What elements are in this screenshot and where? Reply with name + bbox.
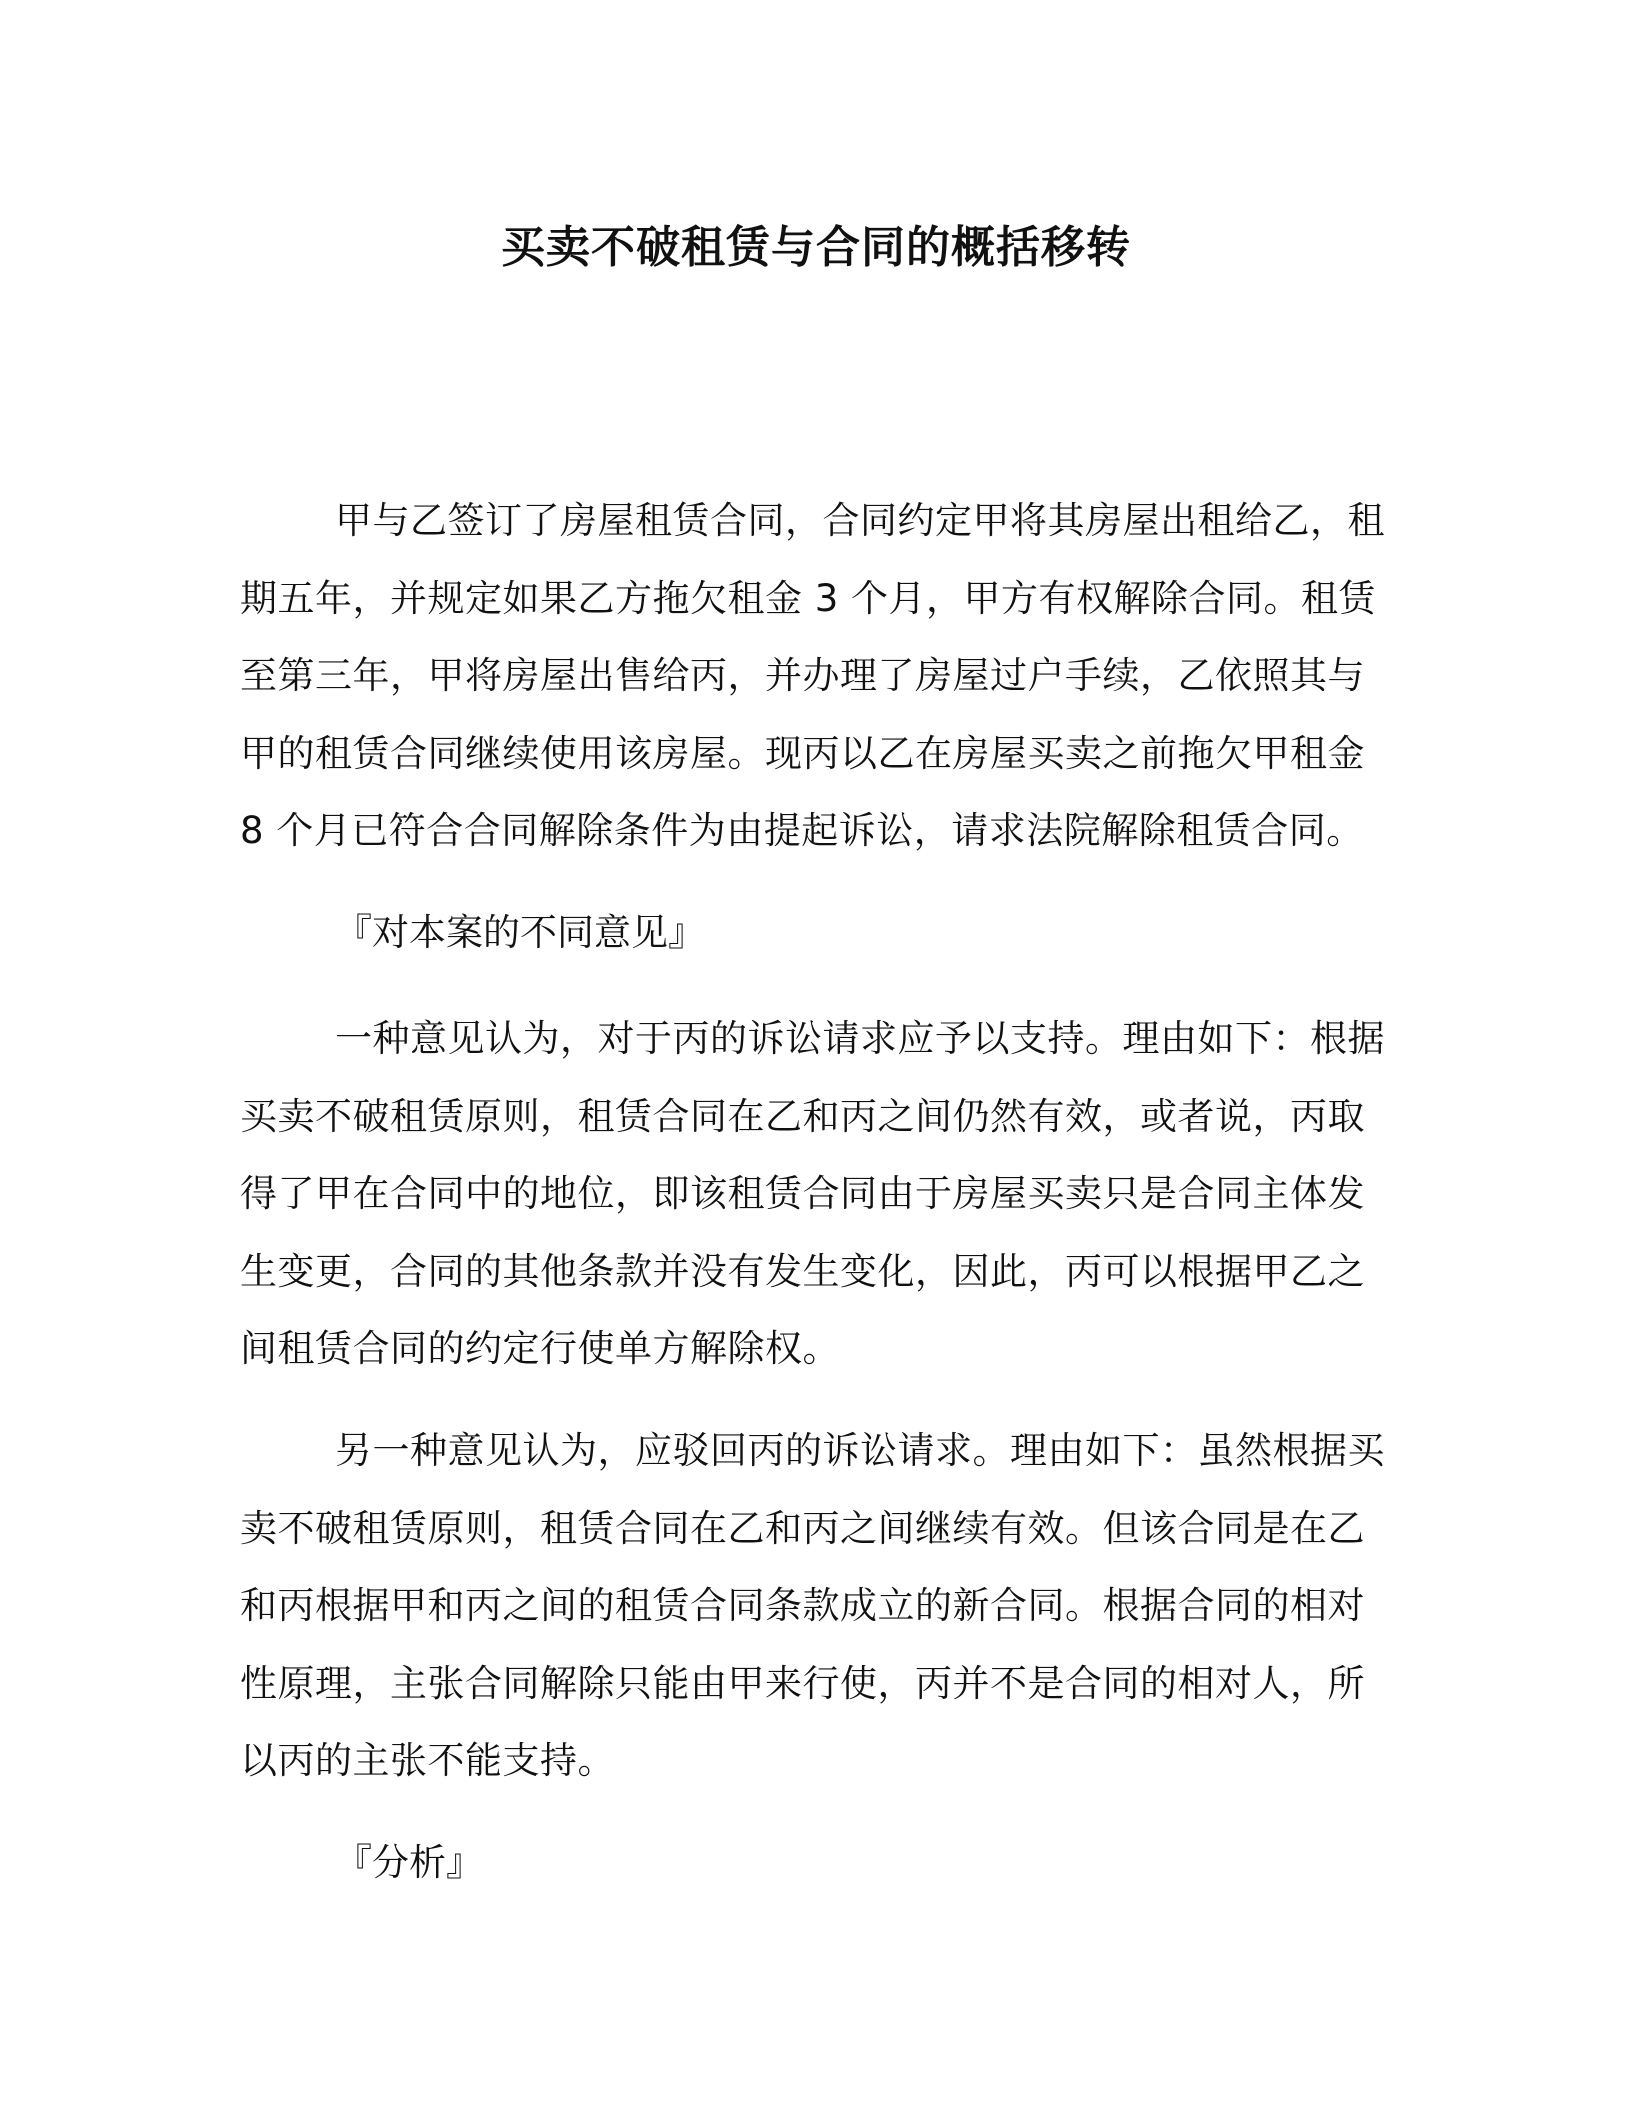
- paragraph-text: 甲与乙签订了房屋租赁合同，合同约定甲将其房屋出租给乙，租期五年，并规定如果乙方拖欠租金 3 个月，甲方有权解除合同。租赁至第三年，甲将房屋出售给丙，并办理了房屋过户手续，乙依照其与甲的租赁合同继续使用该房屋。现丙以乙在房屋买卖之前拖欠甲租金 8 个月已符合合同解除条件为由提起诉讼，请求法院解除租赁合同。: [240, 499, 1385, 852]
- document-title: 买卖不破租赁与合同的概括移转: [501, 222, 1131, 273]
- section-heading-opinions: 『对本案的不同意见』: [335, 911, 705, 954]
- opinion-one-paragraph: [240, 1000, 1390, 1388]
- section-heading-analysis: 『分析』: [335, 1841, 483, 1884]
- paragraph-text: 另一种意见认为，应驳回丙的诉讼请求。理由如下：虽然根据买卖不破租赁原则，租赁合同在乙和丙之间继续有效。但该合同是在乙和丙根据甲和丙之间的租赁合同条款成立的新合同。根据合同的相对性原理，主张合同解除只能由甲来行使，丙并不是合同的相对人，所以丙的主张不能支持。: [240, 1429, 1385, 1782]
- opinion-two-paragraph: [240, 1412, 1390, 1800]
- case-facts-paragraph: [240, 482, 1390, 870]
- paragraph-text: 一种意见认为，对于丙的诉讼请求应予以支持。理由如下：根据买卖不破租赁原则，租赁合同在乙和丙之间仍然有效，或者说，丙取得了甲在合同中的地位，即该租赁合同由于房屋买卖只是合同主体发生变更，合同的其他条款并没有发生变化，因此，丙可以根据甲乙之间租赁合同的约定行使单方解除权。: [240, 1017, 1385, 1370]
